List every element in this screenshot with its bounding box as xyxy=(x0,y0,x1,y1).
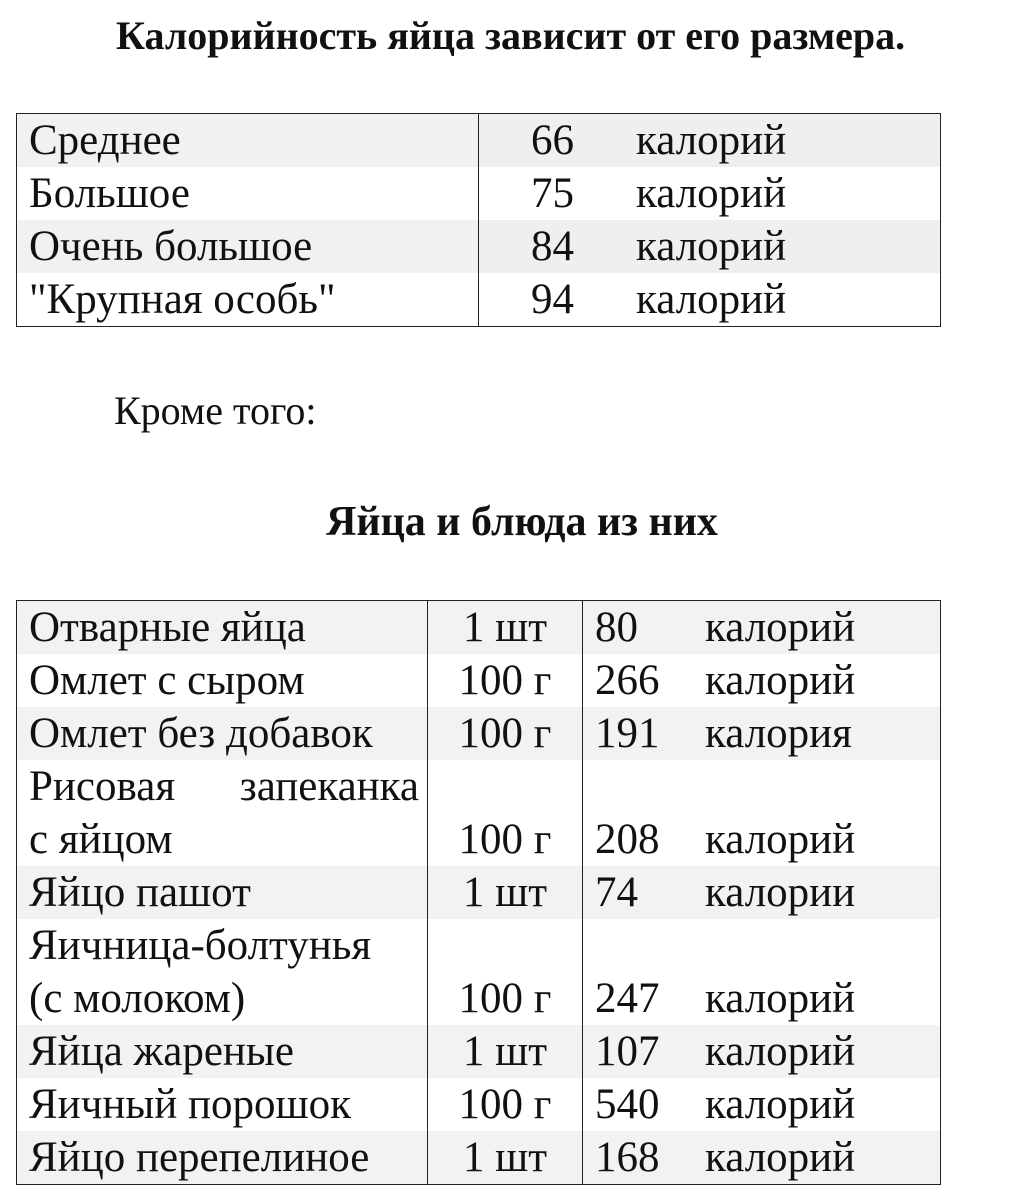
calorie-value: 208 xyxy=(595,816,660,863)
table-row xyxy=(17,866,941,919)
dish-calories xyxy=(583,1025,941,1078)
table-row xyxy=(17,114,941,168)
calorie-unit: калорий xyxy=(636,223,787,270)
dish-calories xyxy=(583,1078,941,1131)
table-row xyxy=(17,1078,941,1131)
calorie-value: 74 xyxy=(595,869,638,916)
dish-quantity: 1 шт xyxy=(428,1025,583,1078)
calorie-unit: калории xyxy=(705,869,856,916)
table-row xyxy=(17,1025,941,1078)
size-name: Среднее xyxy=(17,114,479,168)
calorie-value: 80 xyxy=(595,604,638,651)
dish-quantity: 100 г xyxy=(428,760,583,866)
dish-calories xyxy=(583,707,941,760)
table-row xyxy=(17,601,941,655)
dish-calories xyxy=(583,601,941,655)
dish-quantity: 100 г xyxy=(428,707,583,760)
dish-quantity: 100 г xyxy=(428,919,583,1025)
size-name: "Крупная особь" xyxy=(17,273,479,327)
dish-name-word: Рисовая xyxy=(29,763,176,810)
size-calories xyxy=(479,220,941,273)
table-row xyxy=(17,220,941,273)
dish-name-line: с яйцом xyxy=(29,816,173,863)
calorie-unit: калорий xyxy=(636,170,787,217)
dish-name: Яйца жареные xyxy=(17,1025,428,1078)
dish-name: Яичный порошок xyxy=(17,1078,428,1131)
dish-quantity: 100 г xyxy=(428,654,583,707)
calorie-value: 107 xyxy=(595,1028,660,1075)
dish-name-word: запеканка xyxy=(239,763,419,810)
calorie-value: 247 xyxy=(595,975,660,1022)
dish-name: Омлет без добавок xyxy=(17,707,428,760)
egg-dishes-table xyxy=(16,600,941,1185)
calorie-value: 84 xyxy=(531,223,574,270)
calorie-unit: калорий xyxy=(705,604,856,651)
calorie-value: 94 xyxy=(531,276,574,323)
dish-quantity: 1 шт xyxy=(428,601,583,655)
size-calories xyxy=(479,114,941,168)
table-row xyxy=(17,1131,941,1185)
size-calories xyxy=(479,273,941,327)
table-row xyxy=(17,654,941,707)
intro-heading: Калорийность яйца зависит от его размера. xyxy=(116,13,906,58)
calorie-unit: калорий xyxy=(705,975,856,1022)
calorie-value: 266 xyxy=(595,657,660,704)
calorie-unit: калорий xyxy=(636,117,787,164)
calorie-unit: калорий xyxy=(705,1028,856,1075)
table-row xyxy=(17,707,941,760)
calorie-unit: калорий xyxy=(705,816,856,863)
egg-size-table xyxy=(16,113,941,327)
dishes-title: Яйца и блюда из них xyxy=(326,499,718,545)
calorie-value: 66 xyxy=(531,117,574,164)
calorie-unit: калорий xyxy=(636,276,787,323)
dish-quantity: 100 г xyxy=(428,1078,583,1131)
calorie-value: 168 xyxy=(595,1134,660,1181)
dish-calories xyxy=(583,760,941,866)
dish-name-line: Яичница-болтунья xyxy=(29,922,372,969)
table-row xyxy=(17,919,941,1025)
table-row xyxy=(17,273,941,327)
dish-name xyxy=(17,919,428,1025)
calorie-unit: калорий xyxy=(705,1081,856,1128)
dish-name-line: (с молоком) xyxy=(29,975,246,1022)
dish-name xyxy=(17,760,428,866)
dish-name: Яйцо перепелиное xyxy=(17,1131,428,1185)
dish-name-line xyxy=(29,760,427,813)
dish-calories xyxy=(583,919,941,1025)
calorie-unit: калорий xyxy=(705,657,856,704)
size-calories xyxy=(479,167,941,220)
calorie-value: 75 xyxy=(531,170,574,217)
size-name: Очень большое xyxy=(17,220,479,273)
calorie-value: 540 xyxy=(595,1081,660,1128)
calorie-unit: калорий xyxy=(705,1134,856,1181)
dish-name: Яйцо пашот xyxy=(17,866,428,919)
table-row xyxy=(17,760,941,866)
dish-quantity: 1 шт xyxy=(428,1131,583,1185)
dish-calories xyxy=(583,1131,941,1185)
calorie-value: 191 xyxy=(595,710,660,757)
size-name: Большое xyxy=(17,167,479,220)
dish-name: Отварные яйца xyxy=(17,601,428,655)
calorie-unit: калория xyxy=(705,710,852,757)
dish-calories xyxy=(583,654,941,707)
table-row xyxy=(17,167,941,220)
dish-calories xyxy=(583,866,941,919)
besides-text: Кроме того: xyxy=(114,388,317,433)
dish-name: Омлет с сыром xyxy=(17,654,428,707)
dish-quantity: 1 шт xyxy=(428,866,583,919)
